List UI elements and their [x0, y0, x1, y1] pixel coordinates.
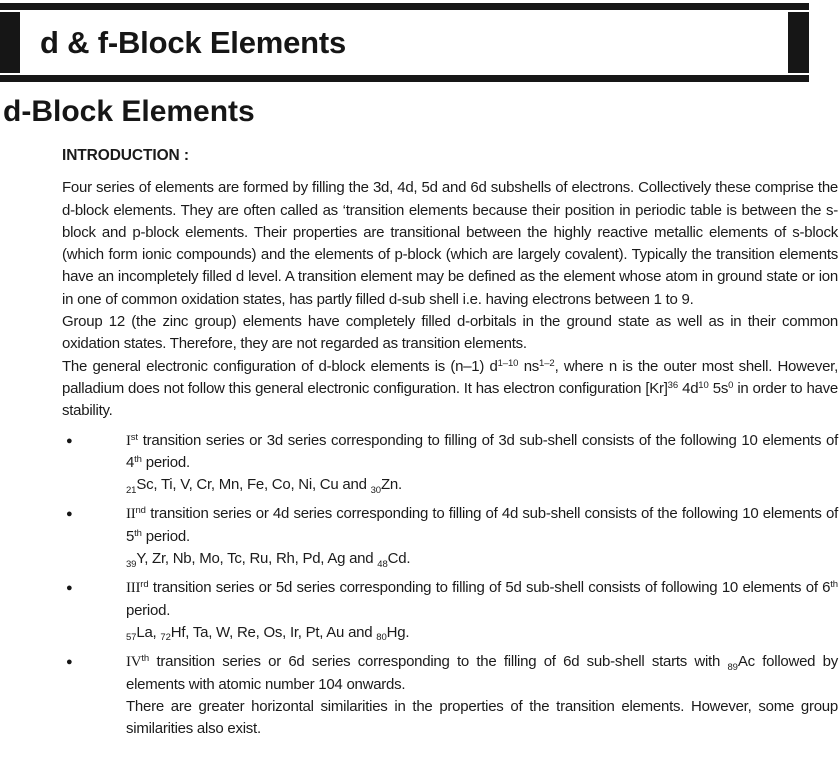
intro-heading: INTRODUCTION :: [62, 147, 189, 164]
paragraph-group12: Group 12 (the zinc group) elements have completely filled d-orbitals in the ground state as well as in their common oxidation states. Therefore, they are not regarded as transition elements.: [62, 313, 838, 353]
paragraph-intro: Four series of elements are formed by filling the 3d, 4d, 5d and 6d subshells of electrons. Collectively these comprise the d-block elements. They are often called as ‘transition elements because their position in periodic table is between the s-block and p-block elements. Their properties are transitional between the highly reactive metallic elements of s-block (which form ionic compounds) and the elements of p-block (which are largely covalent). Typically the transition elements have an incompletely filled d level. A transition element may be defined as the element whose atom in ground state or ion in one of common oxidation states, has partly filled d-sub shell i.e. having electrons between 1 to 9.: [62, 179, 838, 308]
bullet-elements-list: $_{21}$Sc, Ti, V, Cr, Mn, Fe, Co, Ni, Cu and $_{30}$Zn.: [126, 476, 402, 496]
bullet-body: [126, 577, 838, 644]
bullet-dot: ●: [66, 508, 73, 521]
bullet-dot: ●: [66, 434, 73, 447]
bullet-text: IInd transition series or 4d series corresponding to filling of 4d sub-shell consists of the following 10 elements of 5th period.: [126, 505, 838, 545]
chapter-title: d & f-Block Elements: [40, 24, 347, 60]
bullet-text: IIIrd transition series or 5d series corresponding to filling of 5d sub-shell consists of following 10 elements of 6th period.: [126, 579, 838, 619]
bullet-dot: ●: [66, 656, 73, 669]
bullet-item-fourth-series: [62, 651, 838, 740]
bullet-dot: ●: [66, 582, 73, 595]
header-bottom-rule: [0, 75, 809, 82]
bullet-body: [126, 503, 838, 570]
bullet-note: There are greater horizontal similarities in the properties of the transition elements. However, some group similarities also exist.: [126, 697, 838, 738]
header-left-block: [0, 12, 20, 73]
content-column: [62, 145, 838, 740]
header-right-block: [788, 12, 809, 73]
header-row: [0, 12, 809, 73]
bullet-text: IVth transition series or 6d series corresponding to the filling of 6d sub-shell starts with $_{89}$Ac followed by elements with atomic number 104 onwards.: [126, 653, 838, 693]
bullet-item-second-series: [62, 503, 838, 570]
paragraph-electronic-config: The general electronic configuration of d-block elements is (n–1) $d^{1-10}$ $ns^{1-2}$, where n is the outer most shell. However, palladium does not follow this general electronic configuration. It has electron configuration $[Kr]^{36}$ $4d^{10}$ $5s^0$ in order to have stability.: [62, 357, 838, 420]
bullet-elements-list: $_{39}$Y, Zr, Nb, Mo, Tc, Ru, Rh, Pd, Ag and $_{48}$Cd.: [126, 550, 411, 570]
chapter-header: [0, 0, 809, 82]
bullet-item-first-series: [62, 430, 838, 497]
bullet-elements-list: $_{57}$La, $_{72}$Hf, Ta, W, Re, Os, Ir, Pt, Au and $_{80}$Hg.: [126, 623, 410, 644]
bullet-text: Ist transition series or 3d series corresponding to filling of 3d sub-shell consists of the following 10 elements of 4th period.: [126, 431, 838, 471]
section-title: d-Block Elements: [3, 95, 255, 128]
header-top-rule: [0, 3, 809, 10]
bullet-body: [126, 651, 838, 740]
bullet-body: [126, 430, 838, 497]
bullet-item-third-series: [62, 577, 838, 644]
